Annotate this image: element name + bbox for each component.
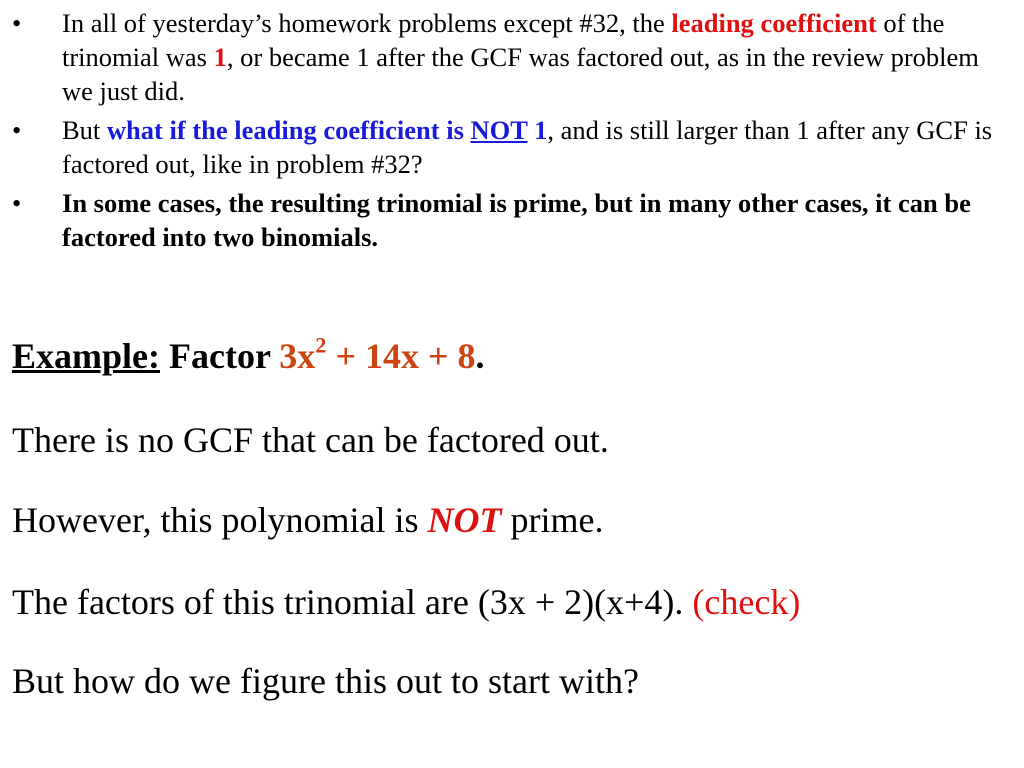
bullet-1-text: In all of yesterday’s homework problems except #32, the	[62, 8, 672, 38]
bullet-1-text-2: of the trinomial was	[62, 8, 945, 72]
polynomial-base: 3x	[279, 336, 316, 376]
bullet-3-text: In some cases, the resulting trinomial is prime, but in many other cases, it can be factored into two binomials.	[62, 188, 971, 252]
question-statement: But how do we figure this out to start with?	[12, 661, 639, 701]
check-note: (check)	[692, 582, 801, 622]
polynomial-expression	[279, 332, 476, 376]
example-line	[12, 334, 484, 378]
question-text: what if the leading coefficient is	[106, 115, 471, 145]
not-emphasis: NOT	[470, 115, 528, 145]
example-label: Example:	[12, 336, 160, 376]
factor-word: Factor	[160, 336, 280, 376]
factors-text: The factors of this trinomial are (3x + 2)(x+4).	[12, 582, 693, 622]
bullet-list	[12, 6, 1012, 259]
bullet-icon: •	[12, 115, 22, 145]
bullet-2-text: But	[62, 115, 107, 145]
example-period: .	[475, 336, 485, 376]
gcf-statement: There is no GCF that can be factored out.	[12, 420, 609, 460]
bullet-1-text-3: , or became 1 after the GCF was factored out, as in the review problem we just did.	[62, 42, 979, 106]
question-one: 1	[527, 115, 548, 145]
bullet-item-3	[12, 186, 1012, 254]
coefficient-one: 1	[213, 42, 227, 72]
coefficient-term: coefficient	[760, 8, 877, 38]
bullet-item-1	[12, 6, 1012, 108]
bullet-icon: •	[12, 188, 22, 218]
prime-statement	[12, 498, 604, 542]
bullet-2-text-2: , and is still larger than 1 after any GCF is factored out, like in problem #32?	[62, 115, 993, 179]
polynomial-rest: + 14x + 8	[326, 336, 476, 376]
bullet-icon: •	[12, 8, 22, 38]
not-prime-emphasis: NOT	[427, 500, 502, 540]
bullet-item-2	[12, 113, 1012, 181]
polynomial-exponent: 2	[315, 332, 327, 358]
prime-after: prime.	[501, 500, 604, 540]
leading-term: leading	[671, 8, 754, 38]
factors-statement	[12, 580, 800, 624]
prime-before: However, this polynomial is	[12, 500, 428, 540]
